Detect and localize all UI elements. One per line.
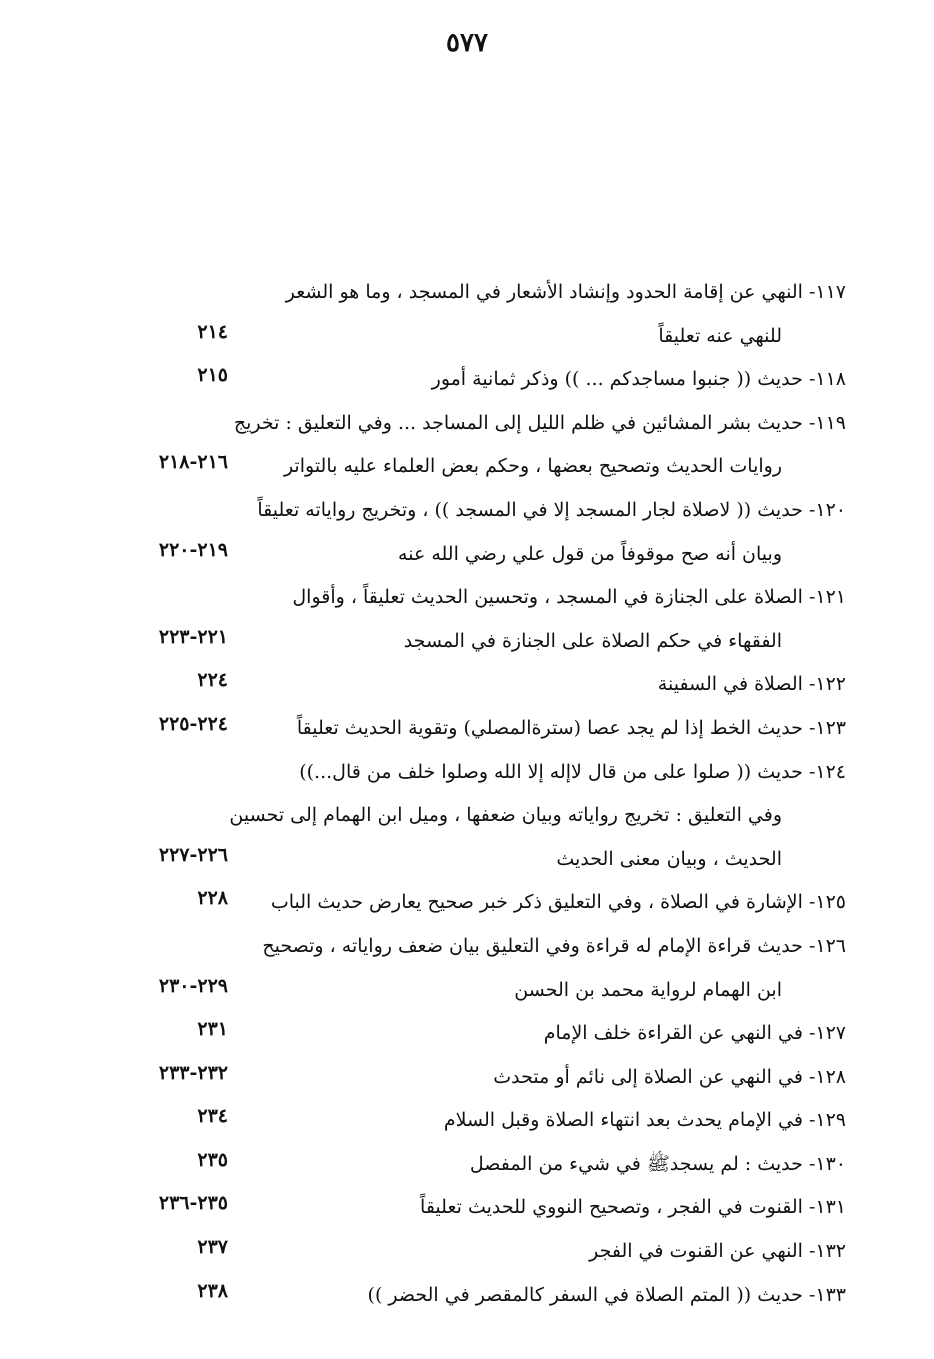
toc-entry-text: ١٣٣- حديث (( المتم الصلاة في السفر كالمقصر في الحضر )) [367,1283,846,1306]
toc-line [0,575,934,619]
toc-line [0,532,934,576]
toc-entry-text: ١٢٧- في النهي عن القراءة خلف الإمام [543,1022,846,1045]
toc-line [0,1055,934,1099]
toc-page-ref: ٢٣٤ [197,1105,228,1128]
toc-entry-text: ١١٨- حديث (( جنبوا مساجدكم ... )) وذكر ثمانية أمور [431,368,846,391]
toc-page-ref: ٢٢١-٢٢٣ [158,625,228,648]
toc-line [0,1273,934,1317]
toc-entry-text: ١١٧- النهي عن إقامة الحدود وإنشاد الأشعار في المسجد ، وما هو الشعر [285,281,846,303]
toc-line [0,1185,934,1229]
toc-page-ref: ٢٣٨ [197,1279,228,1302]
toc-line [0,1229,934,1273]
toc-entry-continuation: للنهي عنه تعليقاً [658,324,782,347]
toc-page-ref: ٢٢٤ [197,669,228,692]
toc-page-ref: ٢٣٥-٢٣٦ [158,1192,228,1215]
toc-line [0,706,934,750]
table-of-contents [0,270,934,1316]
toc-page-ref: ٢١٩-٢٢٠ [158,538,228,561]
toc-line [0,880,934,924]
toc-line [0,837,934,881]
toc-entry-text: ١٢٦- حديث قراءة الإمام له قراءة وفي التعليق بيان ضعف رواياته ، وتصحيح [262,934,846,957]
toc-line [0,444,934,488]
toc-line [0,1098,934,1142]
toc-page-ref: ٢١٦-٢١٨ [158,451,228,474]
toc-entry-text: ١٢٤- حديث (( صلوا على من قال لاإله إلا الله وصلوا خلف من قال...)) [299,760,846,783]
toc-entry-text: ١١٩- حديث بشر المشائين في ظلم الليل إلى المساجد ... وفي التعليق : تخريج [233,411,846,434]
toc-entry-text: ١٢١- الصلاة على الجنازة في المسجد ، وتحسين الحديث تعليقاً ، وأقوال [292,586,846,609]
toc-page-ref: ٢١٥ [197,364,228,387]
toc-line [0,619,934,663]
toc-line [0,488,934,532]
toc-entry-continuation: وبيان أنه صح موقوفاً من قول علي رضي الله عنه [398,542,782,565]
toc-page-ref: ٢٣١ [197,1018,228,1041]
toc-entry-text: ١٣٠- حديث : لم يسجدﷺ في شيء من المفصل [469,1152,846,1175]
toc-line [0,968,934,1012]
toc-entry-text: ١٢٩- في الإمام يحدث بعد انتهاء الصلاة وقبل السلام [443,1109,846,1132]
toc-entry-text: ١٣١- القنوت في الفجر ، وتصحيح النووي للحديث تعليقاً [420,1196,846,1219]
toc-entry-continuation: الحديث ، وبيان معنى الحديث [556,847,782,870]
toc-line [0,793,934,837]
toc-page-ref: ٢٢٩-٢٣٠ [158,974,228,997]
toc-line [0,357,934,401]
toc-line [0,1011,934,1055]
toc-line [0,662,934,706]
toc-entry-continuation: ابن الهمام لرواية محمد بن الحسن [514,978,782,1001]
toc-line [0,1142,934,1186]
toc-page-ref: ٢٢٦-٢٢٧ [158,843,228,866]
toc-line [0,314,934,358]
toc-entry-text: ١٢٨- في النهي عن الصلاة إلى نائم أو متحدث [493,1065,846,1088]
toc-page-ref: ٢١٤ [197,320,228,343]
toc-page-ref: ٢٢٤-٢٢٥ [158,712,228,735]
toc-entry-text: ١٣٢- النهي عن القنوت في الفجر [589,1240,846,1263]
toc-page-ref: ٢٣٢-٢٣٣ [158,1061,228,1084]
toc-page-ref: ٢٣٧ [197,1236,228,1259]
toc-entry-text: ١٢٥- الإشارة في الصلاة ، وفي التعليق ذكر خبر صحيح يعارض حديث الباب [270,891,846,914]
toc-entry-text: ١٢٣- حديث الخط إذا لم يجد عصا (سترةالمصلي) وتقوية الحديث تعليقاً [296,716,846,739]
toc-line [0,401,934,445]
toc-page-ref: ٢٢٨ [197,887,228,910]
toc-page-ref: ٢٣٥ [197,1148,228,1171]
toc-entry-text: ١٢٠- حديث (( لاصلاة لجار المسجد إلا في المسجد )) ، وتخريج رواياته تعليقاً [257,498,846,521]
toc-line [0,924,934,968]
toc-line [0,750,934,794]
toc-entry-continuation: روايات الحديث وتصحيح بعضها ، وحكم بعض العلماء عليه بالتواتر [283,455,782,478]
page-number: ٥٧٧ [446,28,488,58]
toc-line [0,270,934,314]
toc-entry-text: ١٢٢- الصلاة في السفينة [657,673,846,696]
toc-entry-continuation: وفي التعليق : تخريج رواياته وبيان ضعفها ، وميل ابن الهمام إلى تحسين [229,804,782,827]
toc-entry-continuation: الفقهاء في حكم الصلاة على الجنازة في المسجد [403,629,782,652]
